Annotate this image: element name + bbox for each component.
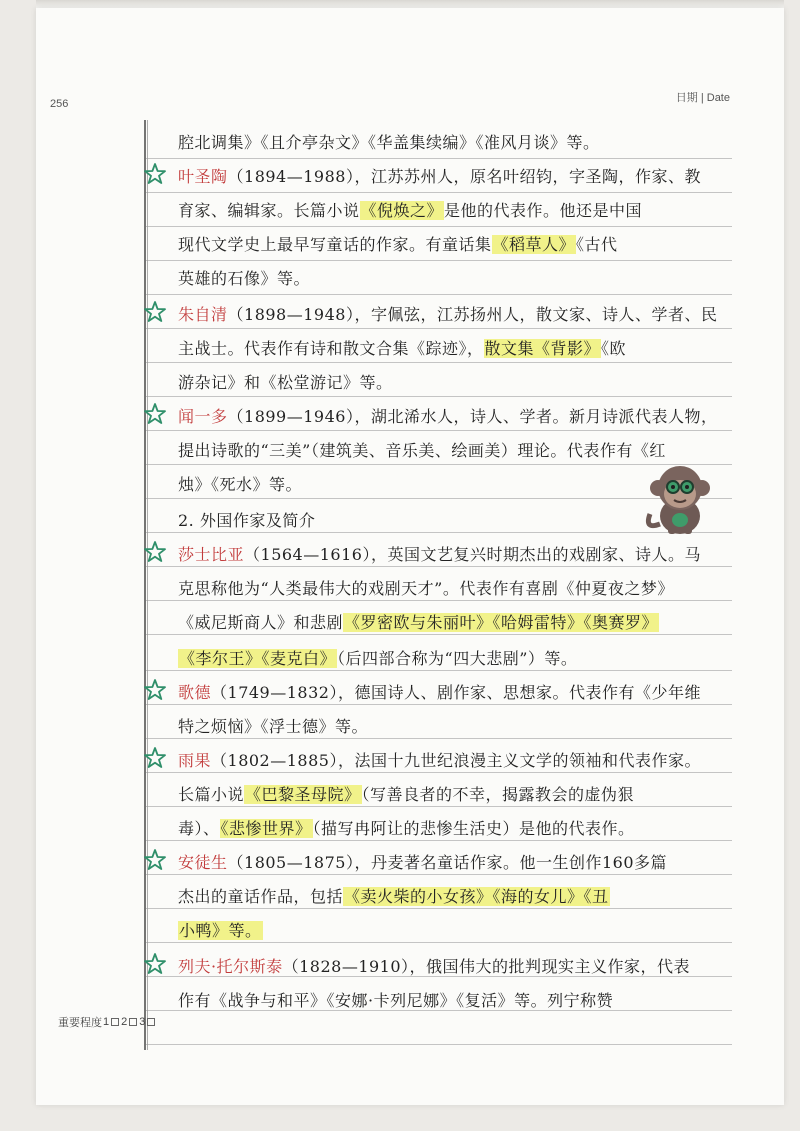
author-name: 朱自清 [178, 305, 228, 324]
note-line [178, 438, 666, 461]
importance-checkbox-3[interactable] [147, 1018, 155, 1026]
note-text: （1805—1875），丹麦著名童话作家。他一生创作160多篇 [227, 853, 667, 872]
ruled-line [146, 942, 732, 943]
star-icon [144, 301, 166, 323]
ruled-line [146, 362, 732, 363]
note-text: 作有《战争与和平》《安娜·卡列尼娜》《复活》等。列宁称赞 [178, 991, 614, 1010]
note-line [178, 198, 642, 221]
note-line [178, 130, 600, 153]
note-line [178, 918, 263, 941]
note-text: （写善良者的不幸，揭露教会的虚伪狠 [361, 785, 635, 804]
ruled-line [146, 670, 732, 671]
importance-checkbox-2[interactable] [129, 1018, 137, 1026]
note-line [178, 576, 674, 599]
highlighted-work: 《悲惨世界》 [220, 819, 312, 838]
ruled-line [146, 396, 732, 397]
note-text: （1564—1616），英国文艺复兴时期杰出的戏剧家、诗人。马 [244, 545, 701, 564]
date-label: 日期 | Date [675, 92, 730, 104]
star-icon [144, 747, 166, 769]
note-text: 现代文学史上最早写童话的作家。有童话集 [178, 235, 492, 254]
importance-checkbox-1[interactable] [111, 1018, 119, 1026]
author-name: 列夫·托尔斯泰 [178, 957, 283, 976]
ruled-line [146, 226, 732, 227]
note-text: 游杂记》和《松堂游记》等。 [178, 373, 393, 392]
note-text: 《威尼斯商人》和悲剧 [178, 613, 344, 632]
note-text: （描写冉阿让的悲惨生活史）是他的代表作。 [312, 819, 635, 838]
note-line [178, 954, 690, 977]
highlighted-work: 散文集《背影》 [484, 339, 601, 358]
note-line [178, 714, 368, 737]
star-icon [144, 679, 166, 701]
note-line [178, 850, 667, 873]
star-icon [144, 849, 166, 871]
highlighted-work: 《巴黎圣母院》 [245, 785, 361, 804]
note-line [178, 884, 610, 907]
note-text: 毒）、 [178, 819, 220, 838]
ruled-line [146, 806, 732, 807]
margin-line [144, 120, 146, 1050]
note-text: 育家、编辑家。长篇小说 [178, 201, 360, 220]
note-text: 特之烦恼》《浮士德》等。 [178, 717, 369, 736]
note-text: 克思称他为“人类最伟大的戏剧天才”。代表作有喜剧《仲夏夜之梦》 [178, 579, 674, 598]
ruled-line [146, 260, 732, 261]
note-text: 2. 外国作家及简介 [178, 511, 316, 530]
ruled-line [146, 908, 732, 909]
note-text: （后四部合称为“四大悲剧”）等。 [337, 649, 578, 668]
note-text: 提出诗歌的“三美”（建筑美、音乐美、绘画美）理论。代表作有《红 [178, 441, 666, 460]
note-text: （1749—1832），德国诗人、剧作家、思想家。代表作有《少年维 [211, 683, 701, 702]
author-name: 叶圣陶 [178, 167, 228, 186]
ruled-line [146, 738, 732, 739]
author-name: 莎士比亚 [178, 545, 245, 564]
ruled-line [146, 158, 732, 159]
ruled-line [146, 600, 732, 601]
ruled-line [146, 430, 732, 431]
ruled-line [146, 1044, 732, 1045]
author-name: 歌德 [178, 683, 212, 702]
note-line [178, 816, 635, 839]
note-text: 主战士。代表作有诗和散文合集《踪迹》， [178, 339, 484, 358]
ruled-line [146, 192, 732, 193]
note-text: （1894—1988），江苏苏州人，原名叶绍钧，字圣陶，作家、教 [227, 167, 701, 186]
note-text: 是他的代表作。他还是中国 [444, 201, 643, 220]
note-text: （1899—1946），湖北浠水人，诗人、学者。新月诗派代表人物， [227, 407, 718, 426]
note-text: 烛》《死水》等。 [178, 475, 303, 494]
note-line [178, 646, 577, 669]
note-text: （1898—1948），字佩弦，江苏扬州人，散文家、诗人、学者、民 [227, 305, 718, 324]
importance-level-2: 2 [121, 1016, 128, 1028]
note-line [178, 782, 634, 805]
note-line [178, 370, 393, 393]
page-number: 256 [50, 98, 69, 110]
note-line [178, 988, 613, 1011]
note-text: （1828—1910），俄国伟大的批判现实主义作家，代表 [282, 957, 691, 976]
ruled-line [146, 874, 732, 875]
highlighted-work: 《罗密欧与朱丽叶》《哈姆雷特》《奥赛罗》 [344, 613, 659, 632]
note-line [178, 336, 626, 359]
importance-label: 重要程度 [58, 1017, 102, 1029]
ruled-line [146, 566, 732, 567]
note-line [178, 610, 659, 633]
note-line [178, 472, 302, 495]
note-line [178, 164, 701, 187]
note-line [178, 508, 315, 531]
note-line [178, 266, 310, 289]
note-line [178, 404, 717, 427]
note-text: 《古代 [576, 235, 618, 254]
importance-level-3: 3 [139, 1016, 146, 1028]
highlighted-work: 《卖火柴的小女孩》《海的女儿》《丑 [344, 887, 609, 906]
note-text: 长篇小说 [178, 785, 245, 804]
star-icon [144, 163, 166, 185]
highlighted-work: 《李尔王》《麦克白》 [179, 649, 337, 668]
note-line [178, 680, 701, 703]
importance-indicator [58, 1014, 156, 1030]
author-name: 闻一多 [178, 407, 228, 426]
note-line [178, 542, 701, 565]
note-line [178, 232, 618, 255]
star-icon [144, 403, 166, 425]
note-line [178, 302, 717, 325]
highlighted-work: 小鸭》等。 [179, 921, 262, 940]
note-line [178, 748, 701, 771]
margin-line-inner [147, 120, 148, 1050]
highlighted-work: 《倪焕之》 [360, 201, 444, 220]
note-text: 《欧 [601, 339, 627, 358]
ruled-line [146, 294, 732, 295]
star-icon [144, 541, 166, 563]
note-text: 杰出的童话作品，包括 [178, 887, 344, 906]
monkey-sticker [640, 454, 718, 538]
highlighted-work: 《稻草人》 [492, 235, 576, 254]
ruled-line [146, 328, 732, 329]
notebook-page [36, 8, 784, 1105]
ruled-line [146, 634, 732, 635]
note-text: 腔北调集》《且介亭杂文》《华盖集续编》《准风月谈》等。 [178, 133, 600, 152]
ruled-line [146, 772, 732, 773]
note-text: 英雄的石像》等。 [178, 269, 311, 288]
star-icon [144, 953, 166, 975]
importance-level-1: 1 [103, 1016, 110, 1028]
ruled-line [146, 840, 732, 841]
note-text: （1802—1885），法国十九世纪浪漫主义文学的领袖和代表作家。 [211, 751, 701, 770]
ruled-line [146, 704, 732, 705]
author-name: 雨果 [178, 751, 212, 770]
author-name: 安徒生 [178, 853, 228, 872]
